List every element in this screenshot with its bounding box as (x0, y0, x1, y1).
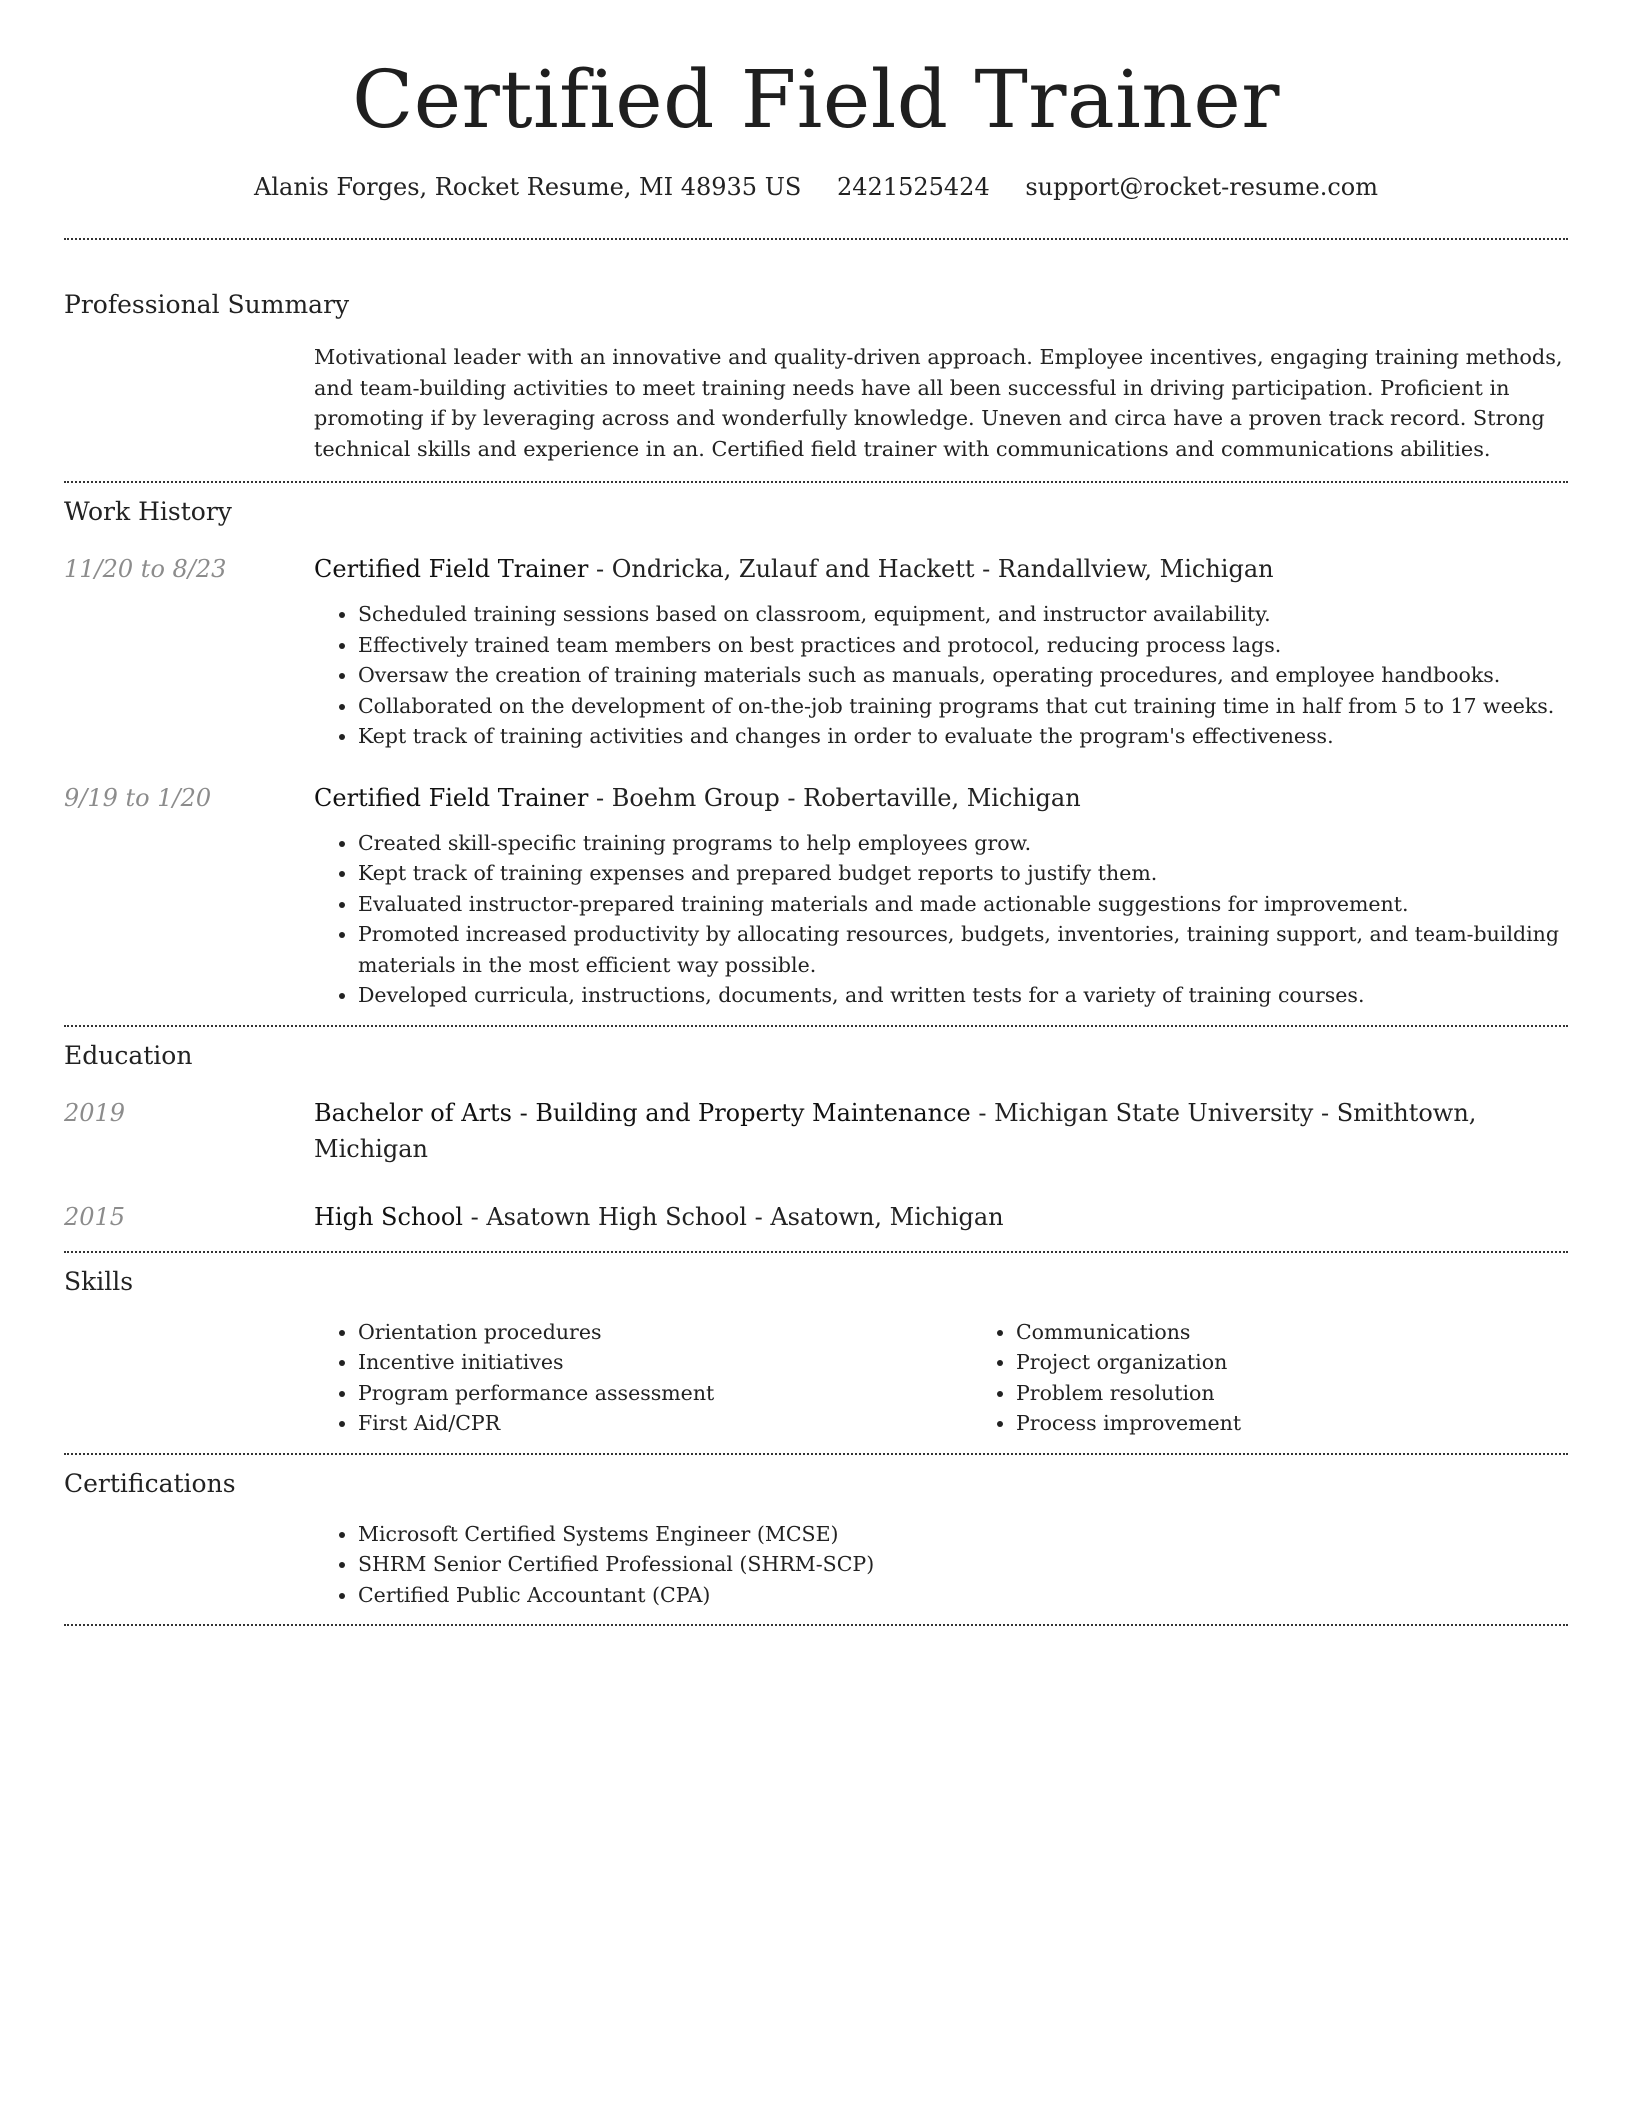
skills-list-right (972, 1317, 1630, 1439)
education-heading: Education (64, 1040, 193, 1070)
certifications-list (314, 1519, 1568, 1611)
job-dates: 11/20 to 8/23 (64, 555, 227, 583)
list-item: • Communications (1016, 1317, 1630, 1348)
contact-phone: 2421525424 (837, 173, 990, 201)
job-details: - Boehm Group - Robertaville, Michigan (588, 783, 1081, 812)
work-heading: Work History (64, 497, 232, 526)
education-degree: Bachelor of Arts - Building and Property Maintenance (314, 1098, 971, 1127)
summary-heading: Professional Summary (64, 290, 350, 319)
certifications-section (64, 1455, 1568, 1611)
summary-section (64, 240, 1568, 464)
job-details: - Ondricka, Zulauf and Hackett - Randallview, Michigan (588, 555, 1274, 583)
list-item: • Promoted increased productivity by allocating resources, budgets, inventories, training support, and team-building materials in the most efficient way possible. (358, 919, 1568, 980)
list-item: • Problem resolution (1016, 1378, 1630, 1409)
skills-list-left (314, 1317, 972, 1439)
list-item: • Project organization (1016, 1347, 1630, 1378)
certifications-divider (64, 1624, 1568, 1626)
resume-page (64, 0, 1568, 1626)
job-title: Certified Field Trainer (314, 783, 589, 812)
list-item: • SHRM Senior Certified Professional (SHRM-SCP) (358, 1549, 1568, 1580)
contact-email[interactable]: support@rocket-resume.com (1025, 173, 1378, 201)
list-item: • Kept track of training activities and changes in order to evaluate the program's effectiveness. (358, 721, 1568, 752)
job-heading (314, 780, 1568, 816)
job-entry (64, 551, 1568, 752)
list-item: • Kept track of training expenses and prepared budget reports to justify them. (358, 858, 1568, 889)
work-section (64, 483, 1568, 1011)
skills-section (64, 1253, 1568, 1439)
job-bullets (314, 599, 1568, 752)
contact-address: Alanis Forges, Rocket Resume, MI 48935 US (254, 173, 802, 201)
job-dates: 9/19 to 1/20 (64, 783, 212, 812)
education-heading-line (314, 1095, 1568, 1167)
skills-heading: Skills (64, 1266, 134, 1296)
education-degree: High School (314, 1202, 463, 1231)
job-title: Certified Field Trainer (314, 555, 589, 583)
list-item: • Certified Public Accountant (CPA) (358, 1580, 1568, 1611)
list-item: • Created skill-specific training programs to help employees grow. (358, 828, 1568, 859)
list-item: • Oversaw the creation of training materials such as manuals, operating procedures, and employee handbooks. (358, 660, 1568, 691)
list-item: • Program performance assessment (358, 1378, 972, 1409)
list-item: • Collaborated on the development of on-the-job training programs that cut training time in half from 5 to 17 weeks. (358, 691, 1568, 722)
list-item: • Orientation procedures (358, 1317, 972, 1348)
certifications-heading: Certifications (64, 1468, 236, 1498)
education-entry (64, 1095, 1568, 1167)
list-item: • Developed curricula, instructions, documents, and written tests for a variety of training courses. (358, 980, 1568, 1011)
summary-text: Motivational leader with an innovative and quality-driven approach. Employee incentives, engaging training methods, and team-building activities to meet training needs have all been successful in driving participation. Proficient in promoting if by leveraging across and wonderfully knowledge. Uneven and circa have a proven track record. Strong technical skills and experience in an. Certified field trainer with communications and communications abilities. (314, 345, 1563, 461)
skills-columns (314, 1317, 1630, 1439)
list-item: • First Aid/CPR (358, 1408, 972, 1439)
job-heading (314, 551, 1568, 587)
list-item: • Microsoft Certified Systems Engineer (MCSE) (358, 1519, 1568, 1550)
education-heading-line (314, 1199, 1568, 1235)
resume-title: Certified Field Trainer (352, 53, 1280, 146)
list-item: • Scheduled training sessions based on classroom, equipment, and instructor availability. (358, 599, 1568, 630)
education-entry (64, 1199, 1568, 1235)
job-bullets (314, 828, 1568, 1011)
education-year: 2019 (64, 1098, 126, 1127)
education-details: - Asatown High School - Asatown, Michigan (462, 1202, 1004, 1231)
education-details: - Michigan State University - Smithtown, Michigan (314, 1098, 1477, 1163)
education-section (64, 1027, 1568, 1235)
list-item: • Effectively trained team members on best practices and protocol, reducing process lags. (358, 630, 1568, 661)
list-item: • Process improvement (1016, 1408, 1630, 1439)
list-item: • Incentive initiatives (358, 1347, 972, 1378)
list-item: • Evaluated instructor-prepared training materials and made actionable suggestions for improvement. (358, 889, 1568, 920)
contact-line (64, 170, 1568, 204)
education-year: 2015 (64, 1202, 126, 1231)
job-entry (64, 780, 1568, 1011)
